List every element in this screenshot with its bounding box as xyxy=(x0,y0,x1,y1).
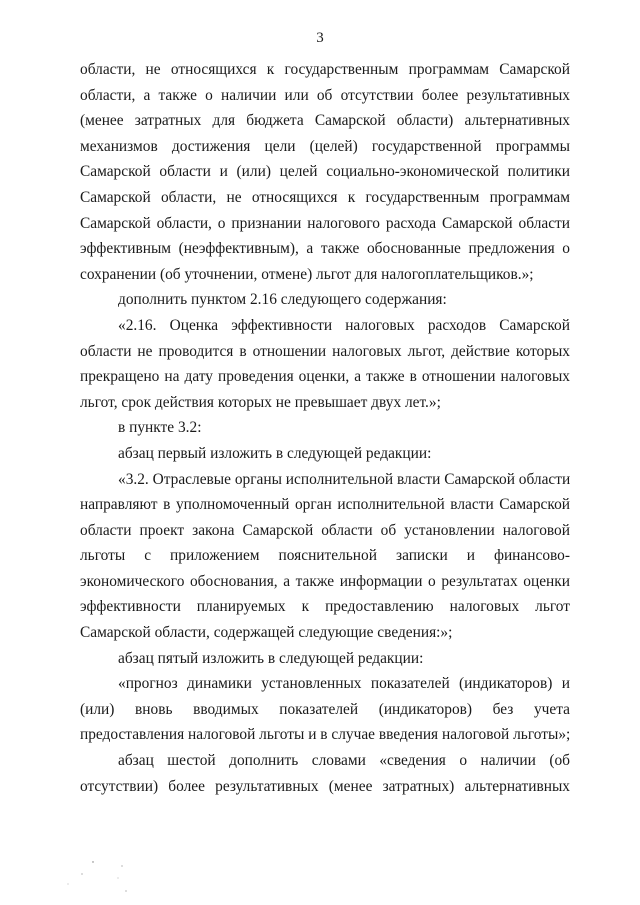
text-line: эффективным (неэффективным), а также обоснованные предложения о xyxy=(80,240,570,258)
text-line: экономического обоснования, а также информации о результатах оценки xyxy=(80,572,570,590)
text-line: области проект закона Самарской области об установлении налоговой xyxy=(80,521,570,539)
text-line: механизмов достижения цели (целей) государственной программы xyxy=(80,137,570,155)
text-line: абзац шестой дополнить словами «сведения о наличии (об xyxy=(118,752,570,770)
text-line: области не проводится в отношении налоговых льгот, действие которых xyxy=(80,342,570,360)
text-line: абзац первый изложить в следующей редакции: xyxy=(118,444,432,462)
text-line: Самарской области, содержащей следующие сведения:»; xyxy=(80,624,453,642)
text-line: области, а также о наличии или об отсутствии более результативных xyxy=(80,86,570,104)
paragraph xyxy=(80,415,570,441)
paragraph xyxy=(80,467,570,646)
text-line: предоставления налоговой льготы и в случае введения налоговой льготы»; xyxy=(80,726,571,744)
text-line: (или) вновь вводимых показателей (индикаторов) без учета xyxy=(80,700,570,718)
text-line: направляют в уполномоченный орган исполнительной власти Самарской xyxy=(80,496,570,514)
paragraph xyxy=(80,57,570,287)
paragraph xyxy=(80,287,570,313)
paragraph xyxy=(80,671,570,748)
text-line: абзац пятый изложить в следующей редакции: xyxy=(118,649,424,667)
text-line: «3.2. Отраслевые органы исполнительной власти Самарской области xyxy=(118,470,571,488)
document-body xyxy=(80,57,570,799)
text-line: отсутствии) более результативных (менее затратных) альтернативных xyxy=(80,777,570,795)
text-line: дополнить пунктом 2.16 следующего содержания: xyxy=(118,291,447,309)
text-line: «прогноз динамики установленных показателей (индикаторов) и xyxy=(118,675,570,693)
text-line: области, не относящихся к государственным программам Самарской xyxy=(80,61,570,78)
text-line: эффективности планируемых к предоставлению налоговых льгот xyxy=(80,598,570,616)
paragraph xyxy=(80,748,570,799)
text-line: Самарской области, не относящихся к государственным программам xyxy=(80,188,570,206)
text-line: в пункте 3.2: xyxy=(118,419,202,437)
text-line: Самарской области и (или) целей социально-экономической политики xyxy=(80,163,570,181)
text-line: (менее затратных для бюджета Самарской области) альтернативных xyxy=(80,112,570,130)
page-number: 3 xyxy=(316,30,324,46)
scan-specks xyxy=(0,840,200,900)
text-line: «2.16. Оценка эффективности налоговых расходов Самарской xyxy=(118,316,570,334)
text-line: сохранении (об уточнении, отмене) льгот для налогоплательщиков.»; xyxy=(80,265,534,283)
paragraph xyxy=(80,441,570,467)
text-line: прекращено на дату проведения оценки, а также в отношении налоговых xyxy=(80,368,570,386)
text-line: Самарской области, о признании налогового расхода Самарской области xyxy=(80,214,570,232)
text-line: льгот, срок действия которых не превышает двух лет.»; xyxy=(80,393,441,411)
text-line: льготы с приложением пояснительной записки и финансово- xyxy=(80,547,570,565)
paragraph xyxy=(80,646,570,672)
paragraph xyxy=(80,313,570,415)
